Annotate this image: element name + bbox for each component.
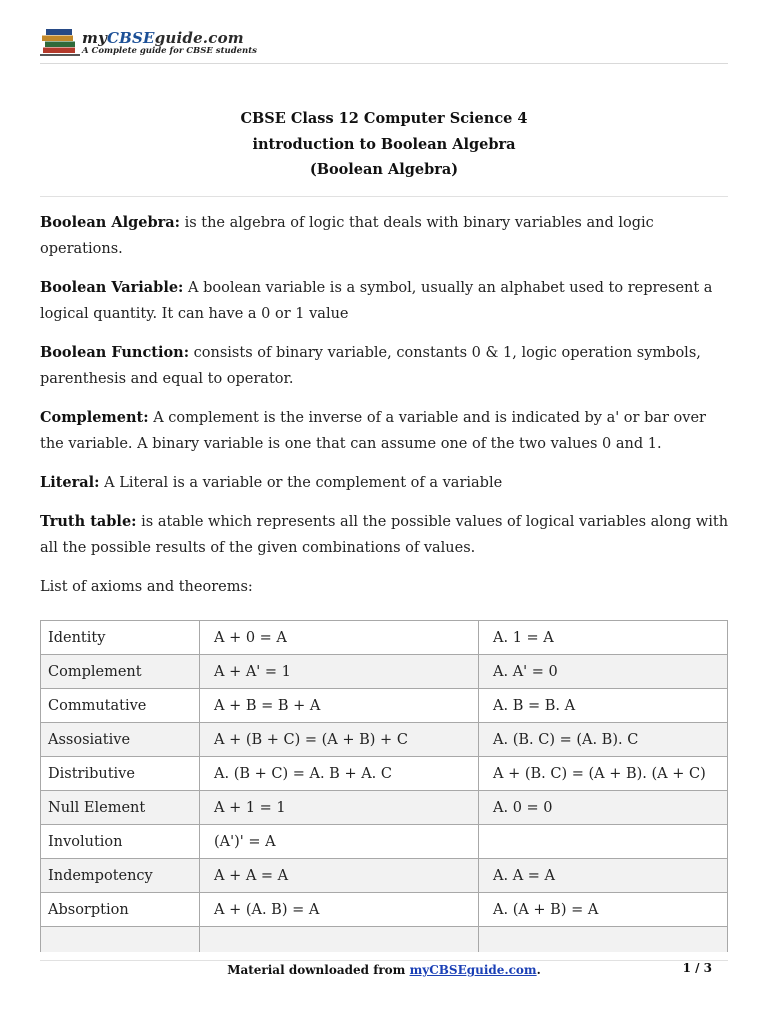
axiom-and-form: A. 0 = 0 — [479, 791, 728, 825]
footer-text: Material downloaded from — [227, 963, 410, 977]
definition-literal: Literal: A Literal is a variable or the complement of a variable — [40, 474, 503, 491]
page-footer — [0, 963, 768, 977]
axiom-and-form: A. B = B. A — [479, 689, 728, 723]
axiom-name: Distributive — [41, 757, 200, 791]
definition-boolean-function: Boolean Function: consists of binary variable, constants 0 & 1, logic operation symbols, parenthesis and equal to operator. — [40, 344, 701, 387]
axiom-name: Assosiative — [41, 723, 200, 757]
definition-complement: Complement: A complement is the inverse of a variable and is indicated by a' or bar over the variable. A binary variable is one that can assume one of the two values 0 and 1. — [40, 409, 706, 452]
footer-period: . — [536, 963, 541, 977]
axiom-name: Commutative — [41, 689, 200, 723]
definition-boolean-variable: Boolean Variable: A boolean variable is a symbol, usually an alphabet used to represent a logical quantity. It can have a 0 or 1 value — [40, 279, 713, 322]
axiom-and-form: A + (B. C) = (A + B). (A + C) — [479, 757, 728, 791]
axiom-and-form: A. 1 = A — [479, 621, 728, 655]
title-divider — [40, 196, 728, 197]
axiom-name: Involution — [41, 825, 200, 859]
definitions-section — [40, 210, 730, 600]
axioms-list-intro: List of axioms and theorems: — [40, 579, 253, 595]
axiom-or-form: A + (B + C) = (A + B) + C — [200, 723, 479, 757]
axiom-or-form: A + A' = 1 — [200, 655, 479, 689]
table-row — [41, 655, 728, 689]
logo-tagline: A Complete guide for CBSE students — [82, 45, 257, 56]
axioms-table — [40, 620, 728, 961]
axiom-name: Null Element — [41, 791, 200, 825]
table-row — [41, 893, 728, 927]
definition-truth-table: Truth table: is atable which represents all the possible values of logical variables along with all the possible results of the given combinations of values. — [40, 513, 729, 556]
axiom-name: Complement — [41, 655, 200, 689]
footer-link[interactable]: myCBSEguide.com — [409, 963, 537, 977]
axiom-and-form — [479, 825, 728, 859]
document-title — [0, 106, 768, 183]
table-row — [41, 825, 728, 859]
definition-boolean-algebra: Boolean Algebra: is the algebra of logic that deals with binary variables and logic operations. — [40, 214, 654, 257]
books-logo-icon — [40, 28, 80, 58]
axiom-and-form: A. (B. C) = (A. B). C — [479, 723, 728, 757]
axiom-or-form: A + B = B + A — [200, 689, 479, 723]
axiom-and-form: A. (A + B) = A — [479, 893, 728, 927]
axiom-or-form: A + 1 = 1 — [200, 791, 479, 825]
logo-name: myCBSEguide.com — [82, 28, 244, 47]
page-header — [40, 26, 728, 64]
axiom-or-form: A + (A. B) = A — [200, 893, 479, 927]
title-line-1: CBSE Class 12 Computer Science 4 — [240, 110, 528, 127]
table-row — [41, 723, 728, 757]
axiom-name: Identity — [41, 621, 200, 655]
table-row — [41, 689, 728, 723]
axiom-or-form: A + 0 = A — [200, 621, 479, 655]
title-line-2: introduction to Boolean Algebra — [252, 135, 516, 153]
axiom-name: Indempotency — [41, 859, 200, 893]
axiom-name: Absorption — [41, 893, 200, 927]
table-row — [41, 621, 728, 655]
footer-divider — [40, 960, 728, 961]
axiom-or-form: A. (B + C) = A. B + A. C — [200, 757, 479, 791]
page-number: 1 / 3 — [682, 961, 712, 975]
table-row — [41, 859, 728, 893]
title-line-3: (Boolean Algebra) — [309, 161, 459, 178]
table-row — [41, 791, 728, 825]
axiom-and-form: A. A = A — [479, 859, 728, 893]
site-logo[interactable] — [40, 26, 257, 60]
axiom-and-form: A. A' = 0 — [479, 655, 728, 689]
axiom-or-form: (A')' = A — [200, 825, 479, 859]
table-row — [41, 757, 728, 791]
axiom-or-form: A + A = A — [200, 859, 479, 893]
